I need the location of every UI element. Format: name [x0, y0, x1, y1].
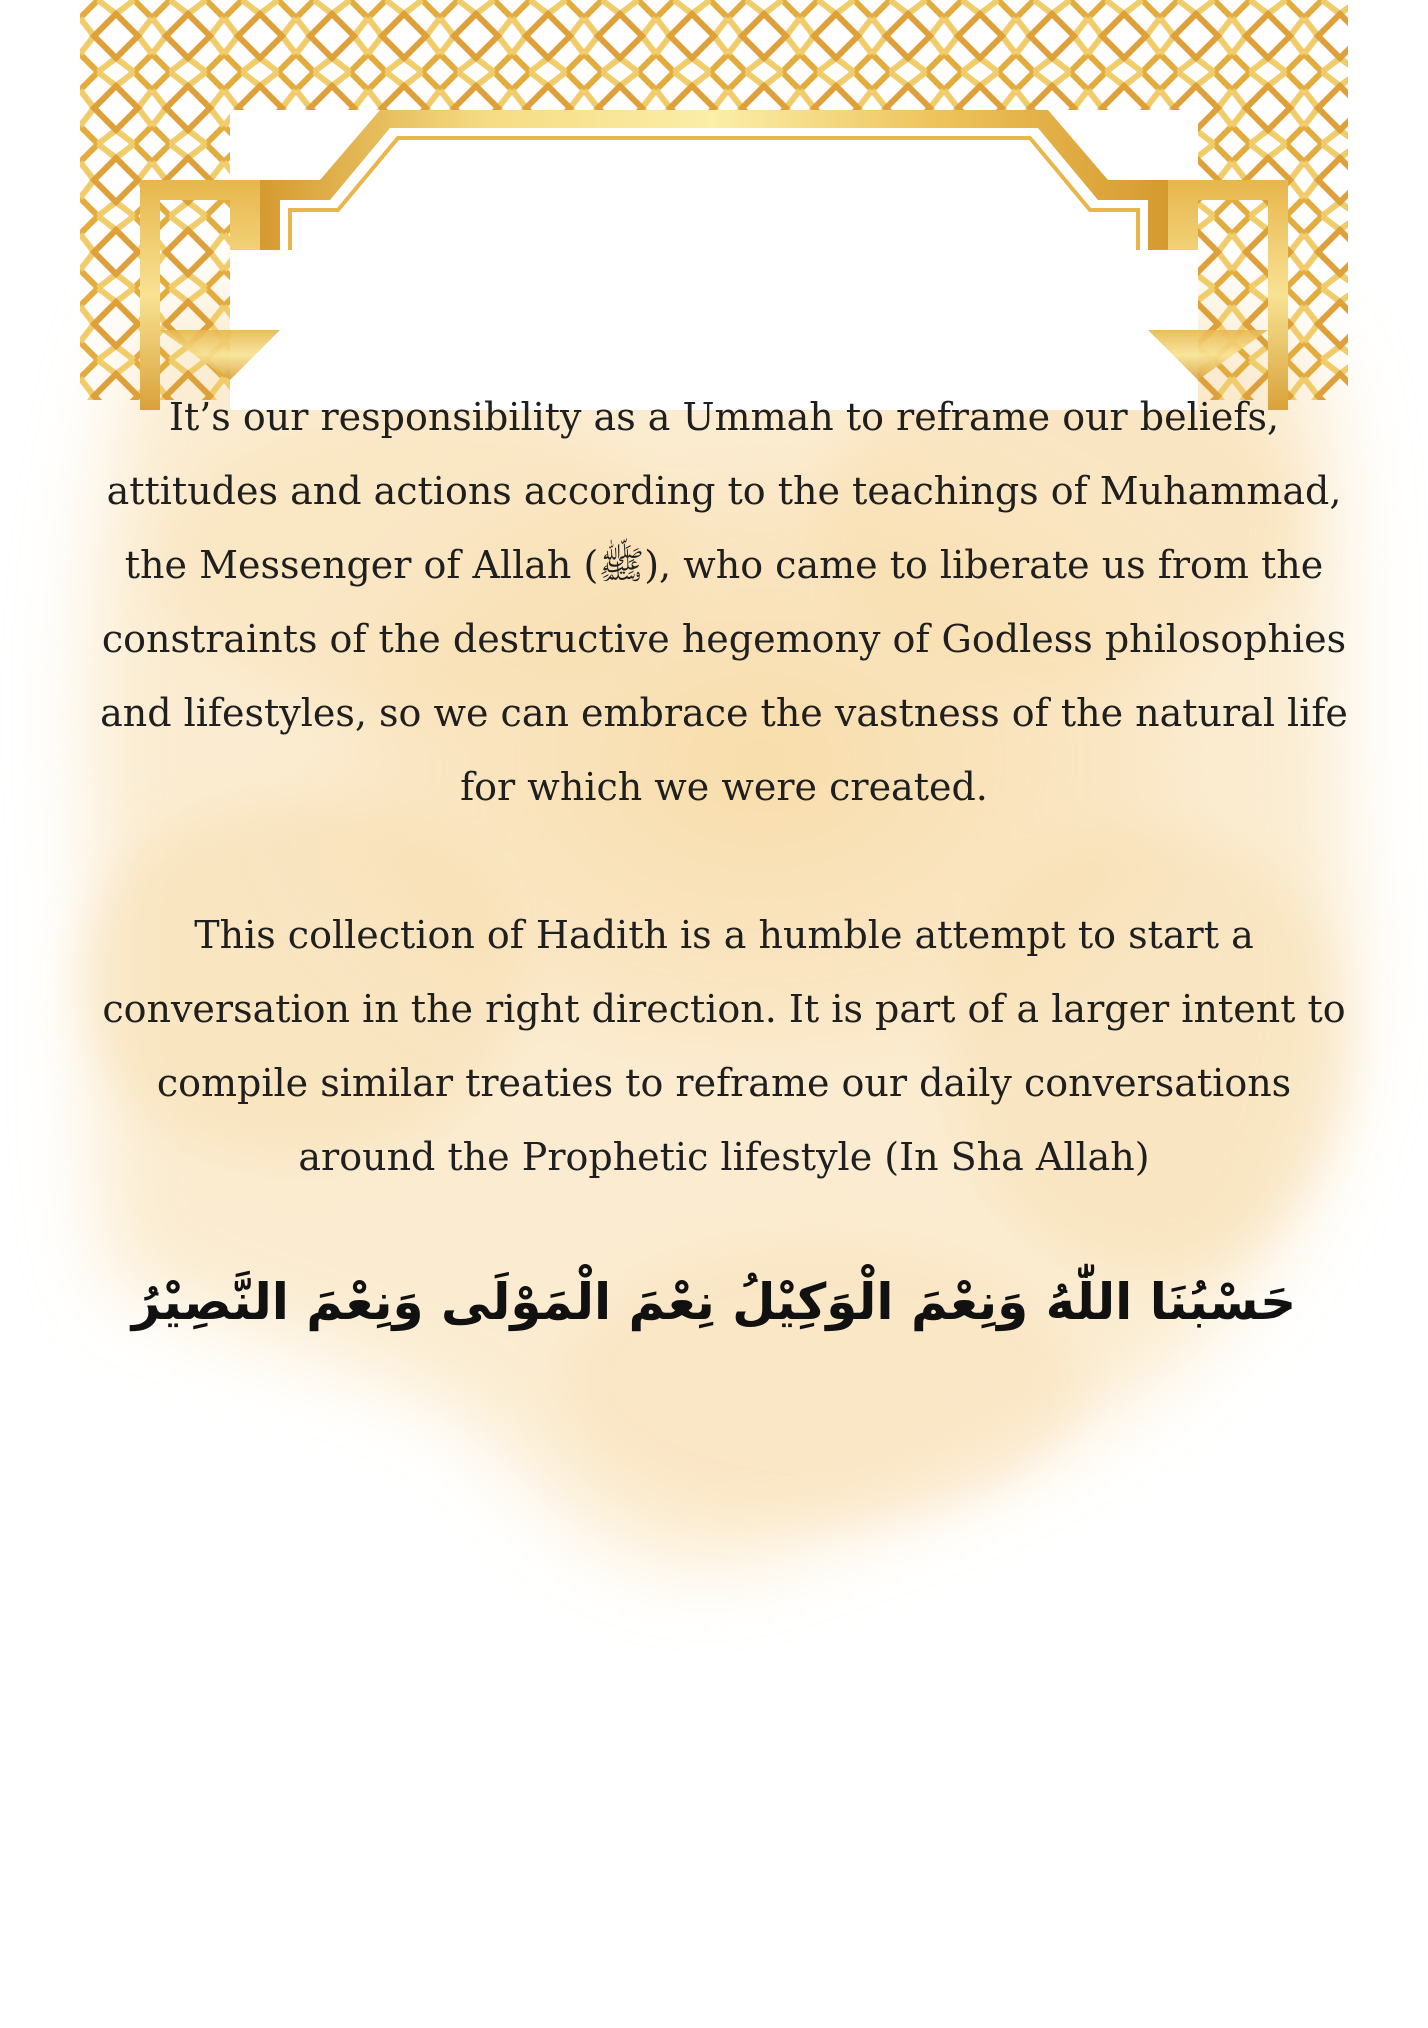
collection-paragraph: This collection of Hadith is a humble attempt to start a conversation in the right direction. It is part of a larger intent to compile similar treaties to reframe our daily conversations around the Prophetic lifestyle (In Sha Allah) [102, 913, 1346, 1179]
intro-paragraph: It’s our responsibility as a Ummah to reframe our beliefs, attitudes and actions according to the teachings of Muhammad, the Messenger of Allah (ﷺ), who came to liberate us from the constraints of the destructive hegemony of Godless philosophies and lifestyles, so we can embrace the vastness of the natural life for which we were created. [100, 395, 1348, 809]
arabic-verse: حَسْبُنَا اللّٰهُ وَنِعْمَ الْوَكِيْلُ نِعْمَ الْمَوْلَى وَنِعْمَ النَّصِيْرُ [131, 1273, 1297, 1331]
text-block [80, 380, 1348, 1194]
geometric-gold-frame-icon [80, 0, 1348, 410]
